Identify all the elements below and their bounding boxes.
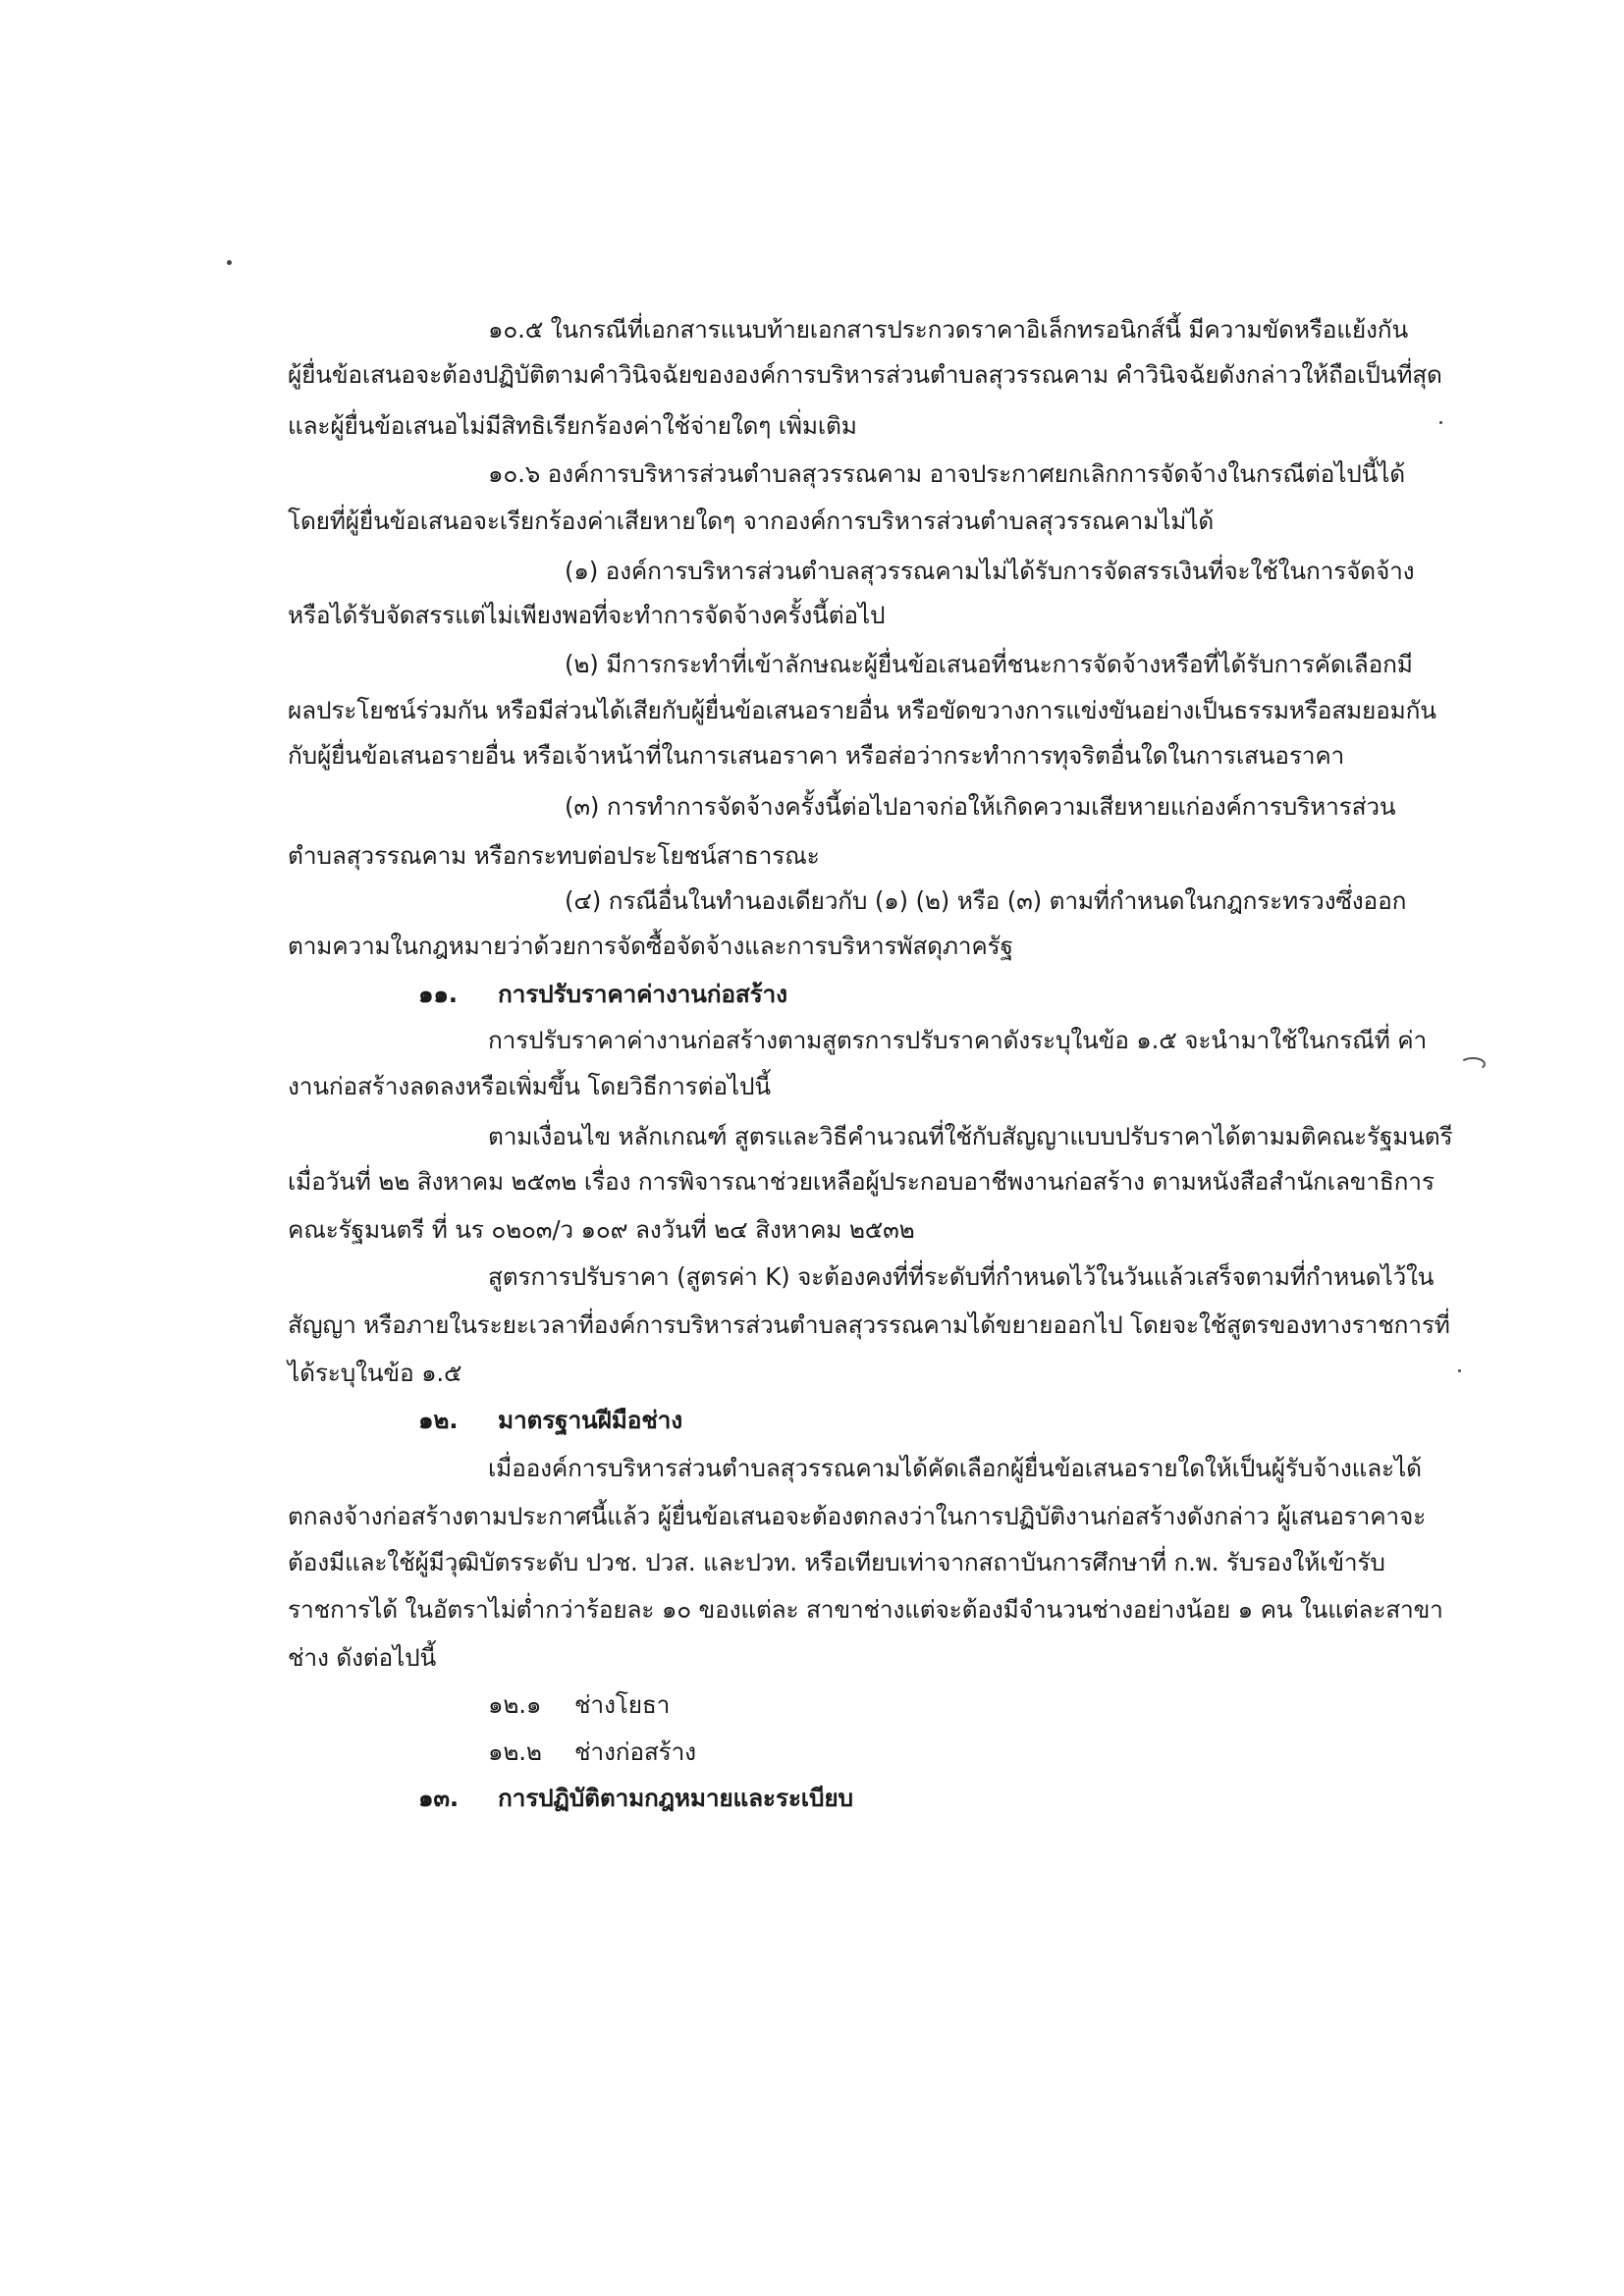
section-13-number: ๑๓. — [418, 1784, 460, 1812]
subclause-3-line-2: ตำบลสุวรรณคาม หรือกระทบต่อประโยชน์สาธารณะ — [288, 841, 820, 870]
section-12-para-line-4: ราชการได้ ในอัตราไม่ต่ำกว่าร้อยละ ๑๐ ของแต่ละ สาขาช่างแต่จะต้องมีจำนวนช่างอย่างน้อย ๑ คน ในแต่ละสาขา — [288, 1595, 1443, 1624]
item-12-2 — [488, 1735, 696, 1770]
subclause-4-line-1: (๔) กรณีอื่นในทำนองเดียวกับ (๑) (๒) หรือ (๓) ตามที่กำหนดในกฎกระทรวงซึ่งออก — [565, 886, 1407, 915]
subclause-2-line-3: กับผู้ยื่นข้อเสนอรายอื่น หรือเจ้าหน้าที่ในการเสนอราคา หรือส่อว่ากระทำการทุจริตอื่นใดในการเสนอราคา — [288, 741, 1345, 770]
section-11-para-c-line-1: สูตรการปรับราคา (สูตรค่า K) จะต้องคงที่ที่ระดับที่กำหนดไว้ในวันแล้วเสร็จตามที่กำหนดไว้ใน — [488, 1262, 1435, 1291]
item-12-1 — [488, 1687, 670, 1723]
section-12-title: มาตรฐานฝีมือช่าง — [498, 1406, 682, 1434]
section-11-heading — [418, 977, 787, 1012]
subclause-1-line-2: หรือได้รับจัดสรรแต่ไม่เพียงพอที่จะทำการจัดจ้างครั้งนี้ต่อไป — [288, 601, 886, 629]
clause-10-5-line-2: ผู้ยื่นข้อเสนอจะต้องปฏิบัติตามคำวินิจฉัยขององค์การบริหารส่วนตำบลสุวรรณคาม คำวินิจฉัยดังกล่าวให้ถือเป็นที่สุด — [288, 360, 1442, 389]
clause-10-5-line-1: ๑๐.๕ ในกรณีที่เอกสารแนบท้ายเอกสารประกวดราคาอิเล็กทรอนิกส์นี้ มีความขัดหรือแย้งกัน — [488, 315, 1408, 344]
section-11-title: การปรับราคาค่างานก่อสร้าง — [498, 980, 787, 1008]
clause-10-5-line-3: และผู้ยื่นข้อเสนอไม่มีสิทธิเรียกร้องค่าใช้จ่ายใดๆ เพิ่มเติม — [288, 411, 857, 440]
section-13-heading — [418, 1781, 853, 1816]
section-13-title: การปฏิบัติตามกฎหมายและระเบียบ — [498, 1784, 853, 1812]
section-12-para-line-3: ต้องมีและใช้ผู้มีวุฒิบัตรระดับ ปวช. ปวส. และปวท. หรือเทียบเท่าจากสถาบันการศึกษาที่ ก.พ. รับรองให้เข้ารับ — [288, 1548, 1385, 1576]
section-11-para-b-line-1: ตามเงื่อนไข หลักเกณฑ์ สูตรและวิธีคำนวณที่ใช้กับสัญญาแบบปรับราคาได้ตามมติคณะรัฐมนตรี — [488, 1122, 1453, 1150]
subclause-2-line-2: ผลประโยชน์ร่วมกัน หรือมีส่วนได้เสียกับผู้ยื่นข้อเสนอรายอื่น หรือขัดขวางการแข่งขันอย่างเป็นธรรมหรือสมยอมกัน — [288, 696, 1436, 724]
section-11-para-a-line-1: การปรับราคาค่างานก่อสร้างตามสูตรการปรับราคาดังระบุในข้อ ๑.๕ จะนำมาใช้ในกรณีที่ ค่า — [488, 1026, 1428, 1054]
section-12-para-line-1: เมื่อองค์การบริหารส่วนตำบลสุวรรณคามได้คัดเลือกผู้ยื่นข้อเสนอรายใดให้เป็นผู้รับจ้างและได้ — [488, 1454, 1422, 1482]
item-12-1-text: ช่างโยธา — [574, 1690, 671, 1719]
clause-10-6-line-2: โดยที่ผู้ยื่นข้อเสนอจะเรียกร้องค่าเสียหายใดๆ จากองค์การบริหารส่วนตำบลสุวรรณคามไม่ได้ — [288, 507, 1215, 535]
section-11-para-c-line-2: สัญญา หรือภายในระยะเวลาที่องค์การบริหารส่วนตำบลสุวรรณคามได้ขยายออกไป โดยจะใช้สูตรของทางราชการที่ — [288, 1310, 1450, 1339]
section-12-heading — [418, 1403, 682, 1438]
section-11-para-b-line-3: คณะรัฐมนตรี ที่ นร ๐๒๐๓/ว ๑๐๙ ลงวันที่ ๒๔ สิงหาคม ๒๕๓๒ — [288, 1215, 915, 1244]
item-12-2-number: ๑๒.๒ — [488, 1737, 542, 1766]
item-12-2-text: ช่างก่อสร้าง — [574, 1737, 696, 1766]
section-11-para-a-line-2: งานก่อสร้างลดลงหรือเพิ่มขึ้น โดยวิธีการต่อไปนี้ — [288, 1072, 771, 1100]
section-12-para-line-5: ช่าง ดังต่อไปนี้ — [288, 1643, 437, 1672]
scan-speck — [227, 260, 232, 265]
section-12-number: ๑๒. — [418, 1406, 459, 1434]
subclause-1-line-1: (๑) องค์การบริหารส่วนตำบลสุวรรณคามไม่ได้รับการจัดสรรเงินที่จะใช้ในการจัดจ้าง — [565, 557, 1415, 585]
subclause-4-line-2: ตามความในกฎหมายว่าด้วยการจัดซื้อจัดจ้างและการบริหารพัสดุภาครัฐ — [288, 932, 1013, 960]
scan-speck — [1458, 1369, 1461, 1372]
clause-10-6-line-1: ๑๐.๖ องค์การบริหารส่วนตำบลสุวรรณคาม อาจประกาศยกเลิกการจัดจ้างในกรณีต่อไปนี้ได้ — [488, 459, 1406, 488]
scan-speck — [1439, 421, 1442, 424]
section-12-para-line-2: ตกลงจ้างก่อสร้างตามประกาศนี้แล้ว ผู้ยื่นข้อเสนอจะต้องตกลงว่าในการปฏิบัติงานก่อสร้างดังกล่าว ผู้เสนอราคาจะ — [288, 1502, 1427, 1530]
item-12-1-number: ๑๒.๑ — [488, 1690, 542, 1719]
subclause-2-line-1: (๒) มีการกระทำที่เข้าลักษณะผู้ยื่นข้อเสนอที่ชนะการจัดจ้างหรือที่ได้รับการคัดเลือกมี — [565, 650, 1413, 678]
section-11-para-c-line-3: ได้ระบุในข้อ ๑.๕ — [288, 1359, 462, 1387]
subclause-3-line-1: (๓) การทำการจัดจ้างครั้งนี้ต่อไปอาจก่อให้เกิดความเสียหายแก่องค์การบริหารส่วน — [565, 792, 1396, 821]
section-11-para-b-line-2: เมื่อวันที่ ๒๒ สิงหาคม ๒๕๓๒ เรื่อง การพิจารณาช่วยเหลือผู้ประกอบอาชีพงานก่อสร้าง ตามหนังสือสำนักเลขาธิการ — [288, 1167, 1435, 1196]
scan-mark — [1460, 1057, 1486, 1071]
section-11-number: ๑๑. — [418, 980, 458, 1008]
